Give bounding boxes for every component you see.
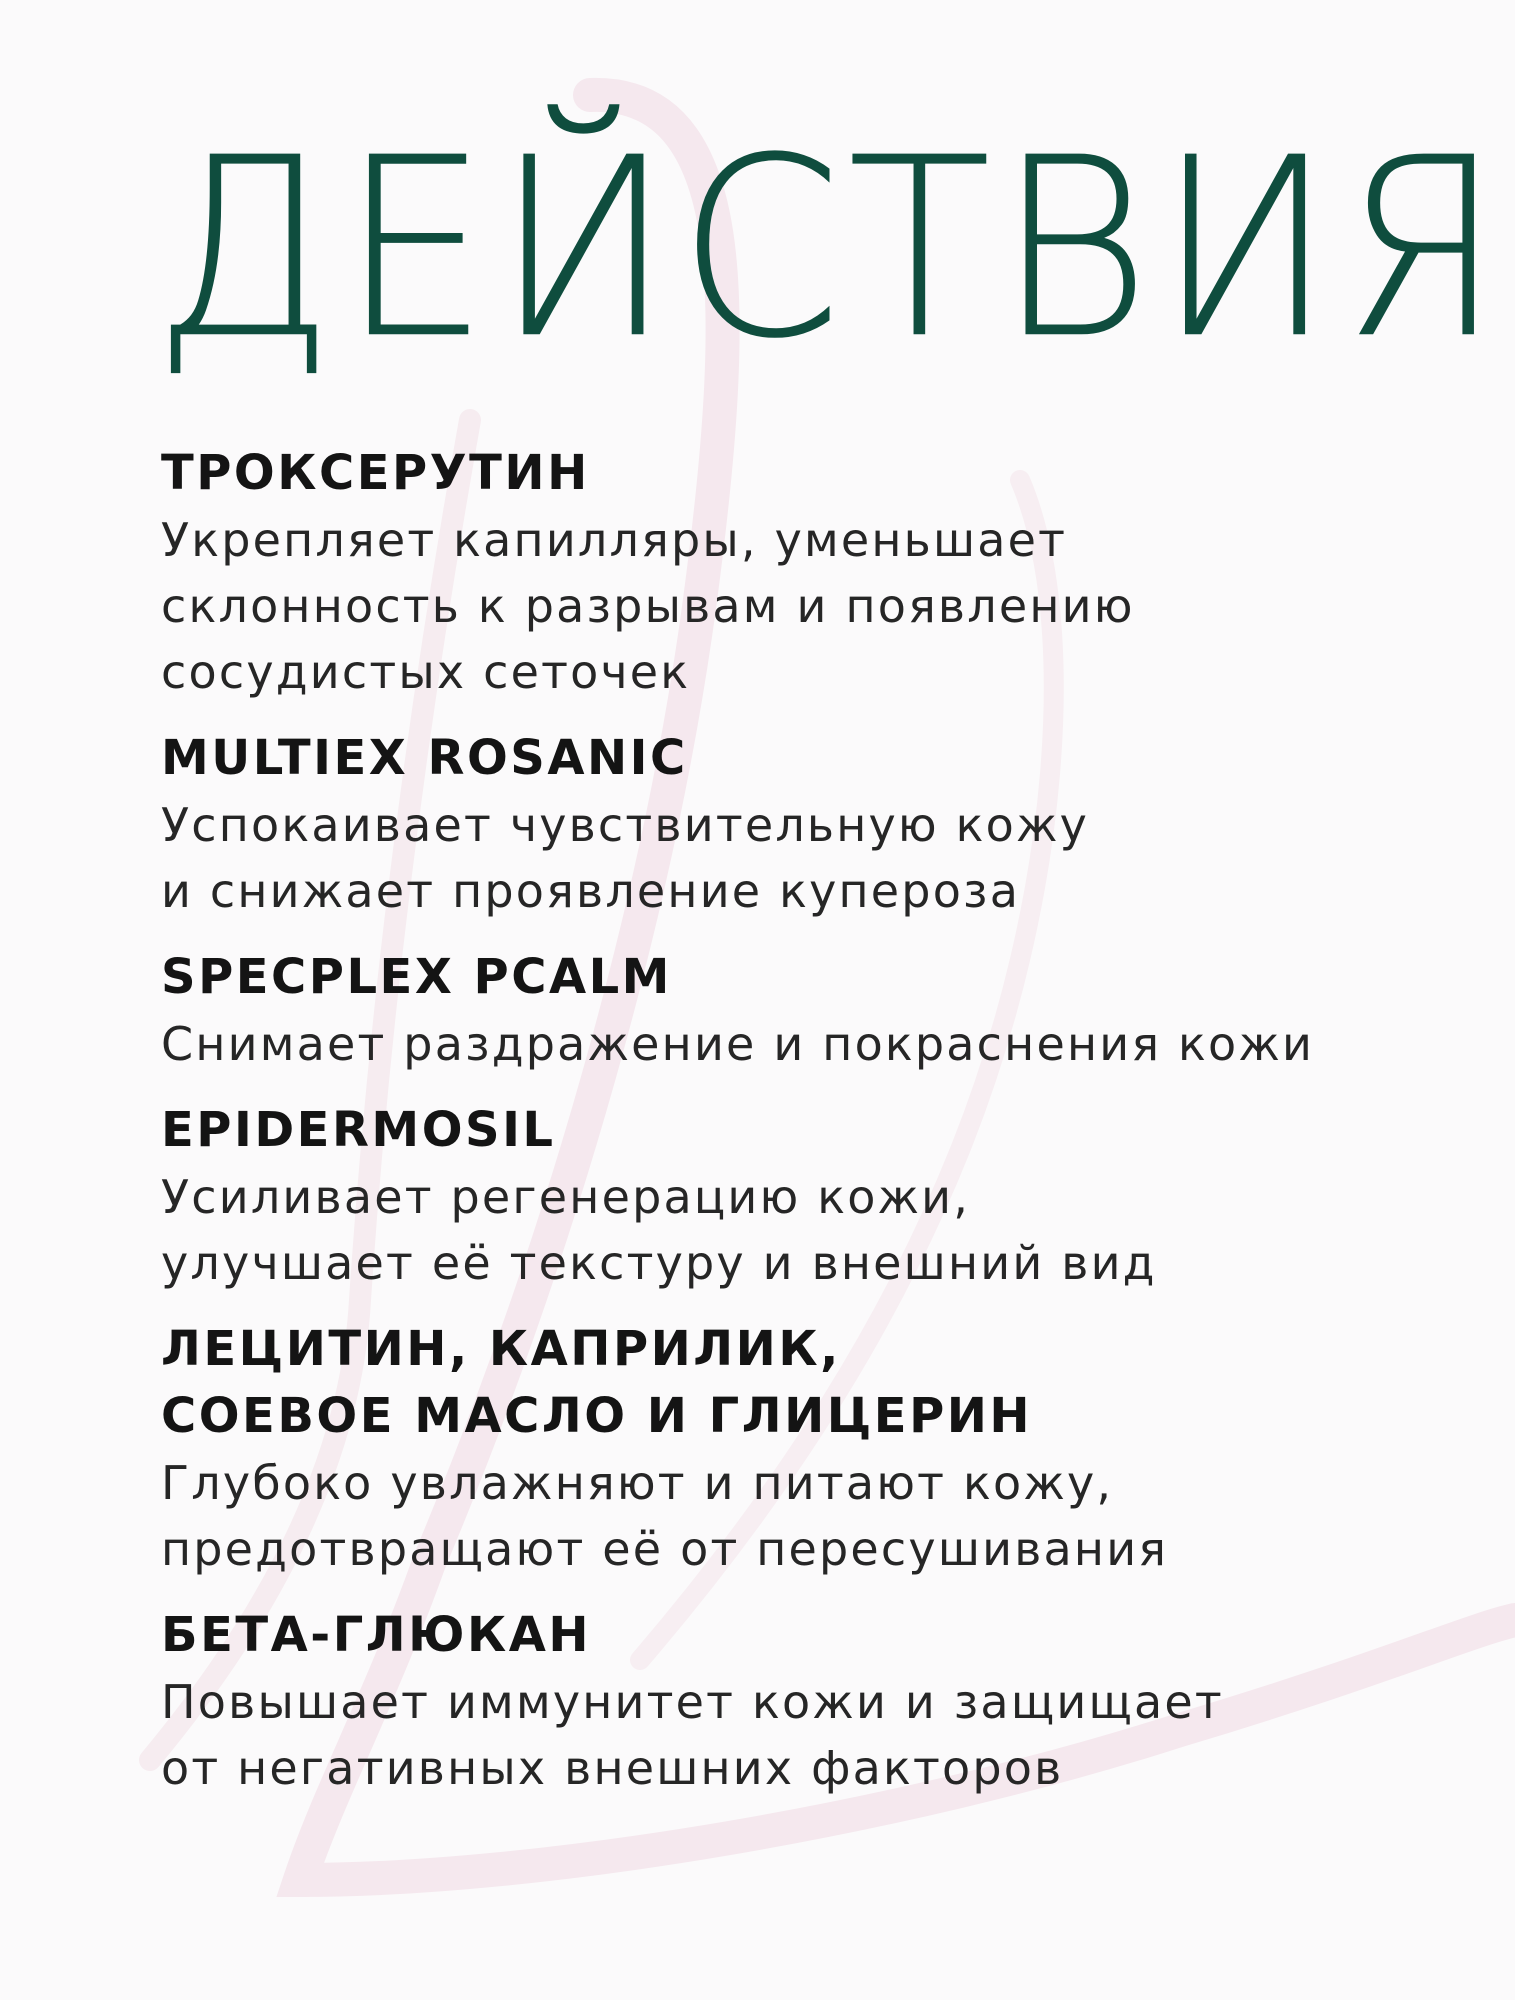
ingredient-item <box>161 1097 1491 1296</box>
ingredient-item <box>161 1602 1491 1801</box>
ingredient-item <box>161 725 1491 924</box>
ingredient-name: ЛЕЦИТИН, КАПРИЛИК, СОЕВОЕ МАСЛО И ГЛИЦЕРИН <box>161 1321 1033 1444</box>
ingredient-description: Глубоко увлажняют и питают кожу, предотвращают её от пересушивания <box>161 1456 1169 1576</box>
ingredient-name: БЕТА-ГЛЮКАН <box>161 1607 592 1663</box>
ingredient-item <box>161 944 1491 1077</box>
page-title: ДЕЙСТВИЯ <box>152 104 1509 394</box>
ingredient-item <box>161 1316 1491 1582</box>
ingredient-item <box>161 440 1491 705</box>
ingredient-name: MULTIEX ROSANIC <box>161 730 688 786</box>
ingredient-description: Повышает иммунитет кожи и защищает от негативных внешних факторов <box>161 1675 1224 1795</box>
ingredient-description: Укрепляет капилляры, уменьшает склонность к разрывам и появлению сосудистых сеточек <box>161 513 1135 699</box>
ingredients-list <box>161 440 1491 1821</box>
ingredient-name: SPECPLEX PCALM <box>161 949 672 1005</box>
ingredient-name: EPIDERMOSIL <box>161 1102 556 1158</box>
ingredient-description: Успокаивает чувствительную кожу и снижает проявление купероза <box>161 798 1090 918</box>
ingredient-description: Усиливает регенерацию кожи, улучшает её текстуру и внешний вид <box>161 1170 1157 1290</box>
ingredient-description: Снимает раздражение и покраснения кожи <box>161 1017 1315 1071</box>
ingredient-name: ТРОКСЕРУТИН <box>161 445 590 501</box>
